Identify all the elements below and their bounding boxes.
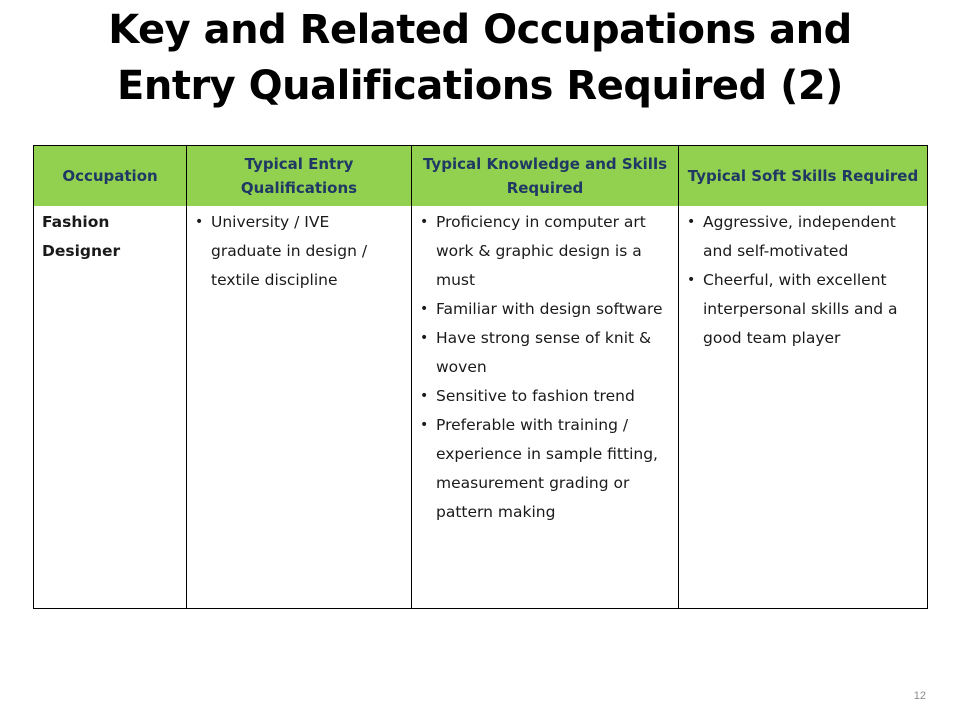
knowledge-skills-cell [412, 206, 679, 609]
list-item: • Cheerful, with excellent interpersonal skills and a good team player [687, 266, 919, 353]
list-item: • Aggressive, independent and self-motivated [687, 208, 919, 266]
soft-skills-cell [679, 206, 928, 609]
list-item: • Proficiency in computer art work & graphic design is a must [420, 208, 670, 295]
table-row [34, 206, 928, 609]
knowledge-skills-list [420, 208, 670, 527]
list-item: • Familiar with design software [420, 295, 670, 324]
slide-title-line-2: Entry Qualifications Required (2) [117, 63, 843, 109]
header-occupation: Occupation [34, 146, 187, 207]
list-item: • Have strong sense of knit & woven [420, 324, 670, 382]
list-item: • Preferable with training / experience in sample fitting, measurement grading or pattern making [420, 411, 670, 527]
header-entry-qualifications: Typical Entry Qualifications [187, 146, 412, 207]
occupation-cell: Fashion Designer [34, 206, 187, 609]
list-item: • Sensitive to fashion trend [420, 382, 670, 411]
table-header-row [34, 146, 928, 207]
occupations-table [33, 145, 928, 609]
slide-title-line-1: Key and Related Occupations and [108, 7, 852, 53]
header-soft-skills: Typical Soft Skills Required [679, 146, 928, 207]
entry-qualifications-cell [187, 206, 412, 609]
list-item: • University / IVE graduate in design / textile discipline [195, 208, 403, 295]
slide-title [0, 2, 960, 114]
soft-skills-list [687, 208, 919, 353]
page-number: 12 [913, 690, 926, 702]
entry-qualifications-list [195, 208, 403, 295]
header-knowledge-skills: Typical Knowledge and Skills Required [412, 146, 679, 207]
